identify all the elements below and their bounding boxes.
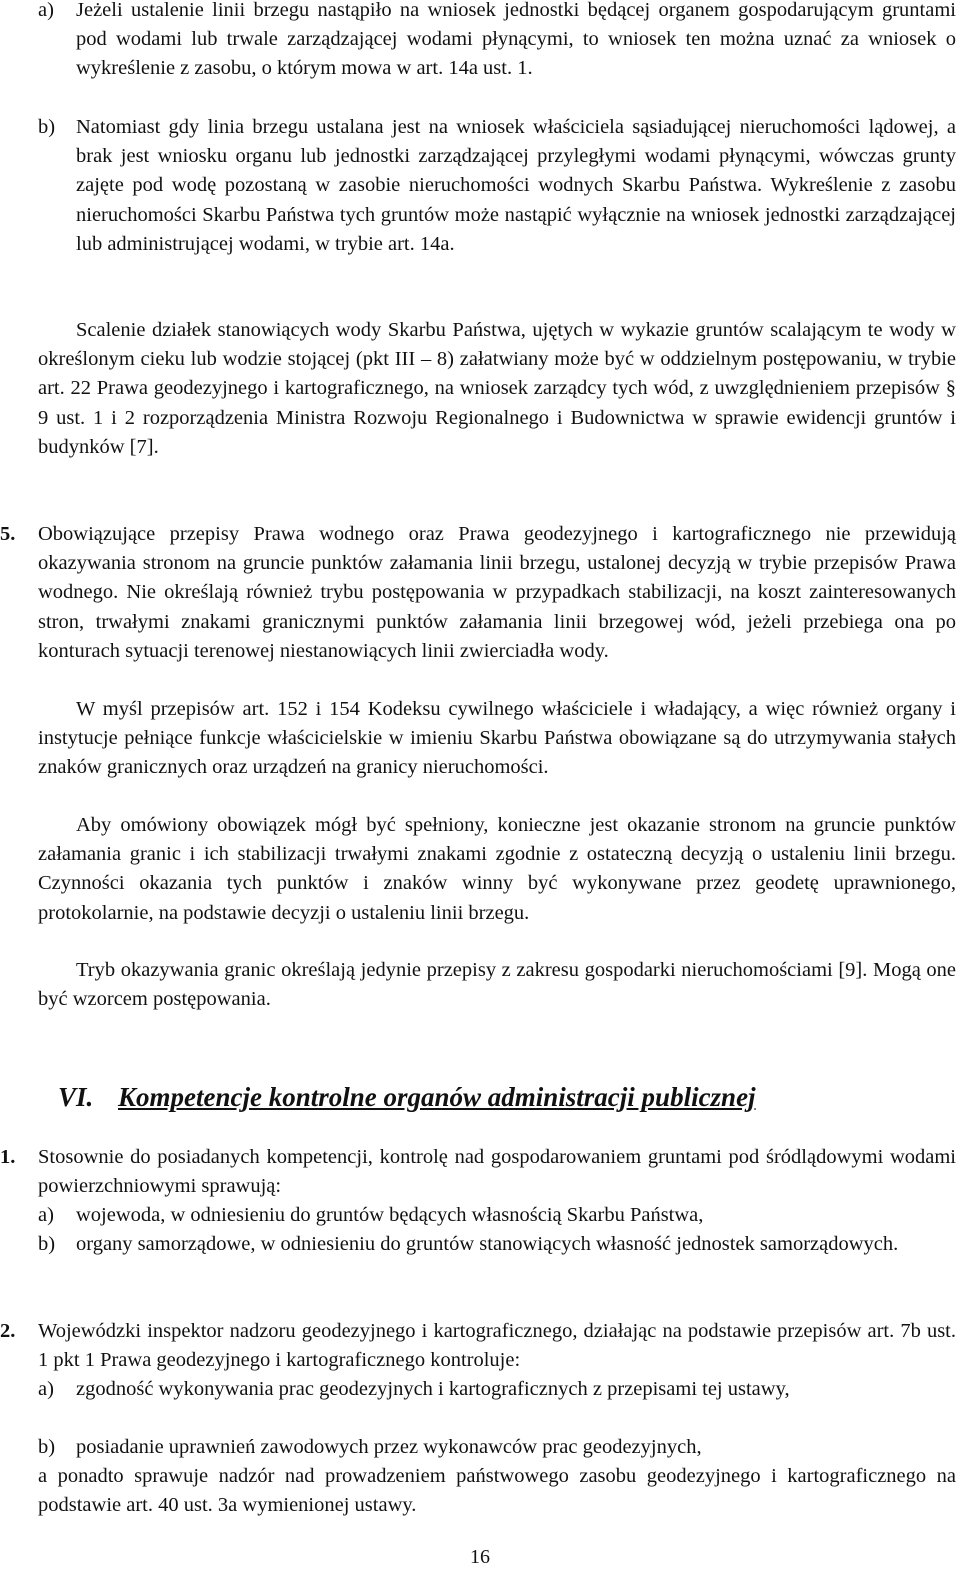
list-item-text: organy samorządowe, w odniesieniu do gruntów stanowiących własność jednostek samorządowych. <box>76 1233 899 1255</box>
list-item <box>38 1230 956 1259</box>
list-marker: b) <box>38 1436 56 1458</box>
paragraph: W myśl przepisów art. 152 i 154 Kodeksu cywilnego właściciele i władający, a więc również organy i instytucje pełniące funkcje właścicielskie w imieniu Skarbu Państwa obowiązane są do utrzymywania stałych znaków granicznych oraz urządzeń na granicy nieruchomości. <box>38 698 956 779</box>
list-item-text: zgodność wykonywania prac geodezyjnych i kartograficznych z przepisami tej ustawy, <box>76 1378 790 1400</box>
list-marker: a) <box>38 0 54 21</box>
paragraph: Stosownie do posiadanych kompetencji, kontrolę nad gospodarowaniem gruntami pod śródlądowymi wodami powierzchniowymi sprawują: <box>38 1146 956 1198</box>
chapter-title: Kompetencje kontrolne organów administracji publicznej <box>118 1082 756 1112</box>
paragraph: Tryb okazywania granic określają jedynie przepisy z zakresu gospodarki nieruchomościami [9]. Mogą one być wzorcem postępowania. <box>38 959 956 1011</box>
list-item <box>38 113 956 259</box>
chapter-number: VI. <box>58 1082 94 1112</box>
paragraph: Scalenie działek stanowiących wody Skarbu Państwa, ujętych w wykazie gruntów scalającym te wody w określonym cieku lub wodzie stojącej (pkt III – 8) załatwiany może być w oddzielnym postępowaniu, w trybie art. 22 Prawa geodezyjnego i kartograficznego, na wniosek zarządcy tych wód, z uwzględnieniem przepisów § 9 ust. 1 i 2 rozporządzenia Ministra Rozwoju Regionalnego i Budownictwa w sprawie ewidencji gruntów i budynków [7]. <box>38 319 956 458</box>
paragraph: Obowiązujące przepisy Prawa wodnego oraz Prawa geodezyjnego i kartograficznego nie przewidują okazywania stronom na gruncie punktów załamania linii brzegu, ustalonej decyzją w trybie przepisów Prawa wodnego. Nie określają również trybu postępowania w przypadkach stabilizacji, na koszt zainteresowanych stron, trwałymi znakami granicznymi punktów załamania linii brzegowej wód, jeżeli przebiega ona po konturach sytuacji terenowej niestanowiących linii zwierciadła wody. <box>38 523 956 662</box>
list-marker: a) <box>38 1378 54 1400</box>
page-number: 16 <box>470 1546 490 1568</box>
list-item <box>38 0 956 84</box>
list-marker: b) <box>38 1233 56 1255</box>
paragraph: Wojewódzki inspektor nadzoru geodezyjnego i kartograficznego, działając na podstawie przepisów art. 7b ust. 1 pkt 1 Prawa geodezyjnego i kartograficznego kontroluje: <box>38 1320 956 1372</box>
list-item-text: Natomiast gdy linia brzegu ustalana jest na wniosek właściciela sąsiadującej nieruchomości lądowej, a brak jest wniosku organu lub jednostki zarządzającej przyległymi wodami płynącymi, wówczas grunty zajęte pod wodę pozostaną w zasobie nieruchomości wodnych Skarbu Państwa. Wykreślenie z zasobu nieruchomości Skarbu Państwa tych gruntów może nastąpić wyłącznie na wniosek jednostki zarządzającej lub administrującej wodami, w trybie art. 14a. <box>76 116 956 255</box>
list-item <box>38 1375 956 1404</box>
paragraph: a ponadto sprawuje nadzór nad prowadzeniem państwowego zasobu geodezyjnego i kartograficznego na podstawie art. 40 ust. 3a wymienionej ustawy. <box>38 1465 956 1517</box>
list-marker: a) <box>38 1204 54 1226</box>
list-item <box>38 1201 956 1230</box>
section-number: 5. <box>0 523 16 545</box>
list-item-text: wojewoda, w odniesieniu do gruntów będących własnością Skarbu Państwa, <box>76 1204 704 1226</box>
chapter-heading <box>58 1080 756 1114</box>
list-item-text: Jeżeli ustalenie linii brzegu nastąpiło na wniosek jednostki będącej organem gospodarującym gruntami pod wodami lub trwale zarządzającej wodami płynącymi, to wniosek ten można uznać za wniosek o wykreślenie z zasobu, o którym mowa w art. 14a ust. 1. <box>76 0 956 80</box>
paragraph: Aby omówiony obowiązek mógł być spełniony, konieczne jest okazanie stronom na gruncie punktów załamania granic i ich stabilizacji trwałymi znakami zgodnie z ostateczną decyzją o ustaleniu linii brzegu. Czynności okazania tych punktów i znaków winny być wykonywane przez geodetę uprawnionego, protokolarnie, na podstawie decyzji o ustaleniu linii brzegu. <box>38 814 956 924</box>
list-marker: b) <box>38 116 56 138</box>
point-number: 1. <box>0 1146 16 1168</box>
list-item-text: posiadanie uprawnień zawodowych przez wykonawców prac geodezyjnych, <box>76 1436 702 1458</box>
point-number: 2. <box>0 1320 16 1342</box>
list-item <box>38 1433 956 1462</box>
